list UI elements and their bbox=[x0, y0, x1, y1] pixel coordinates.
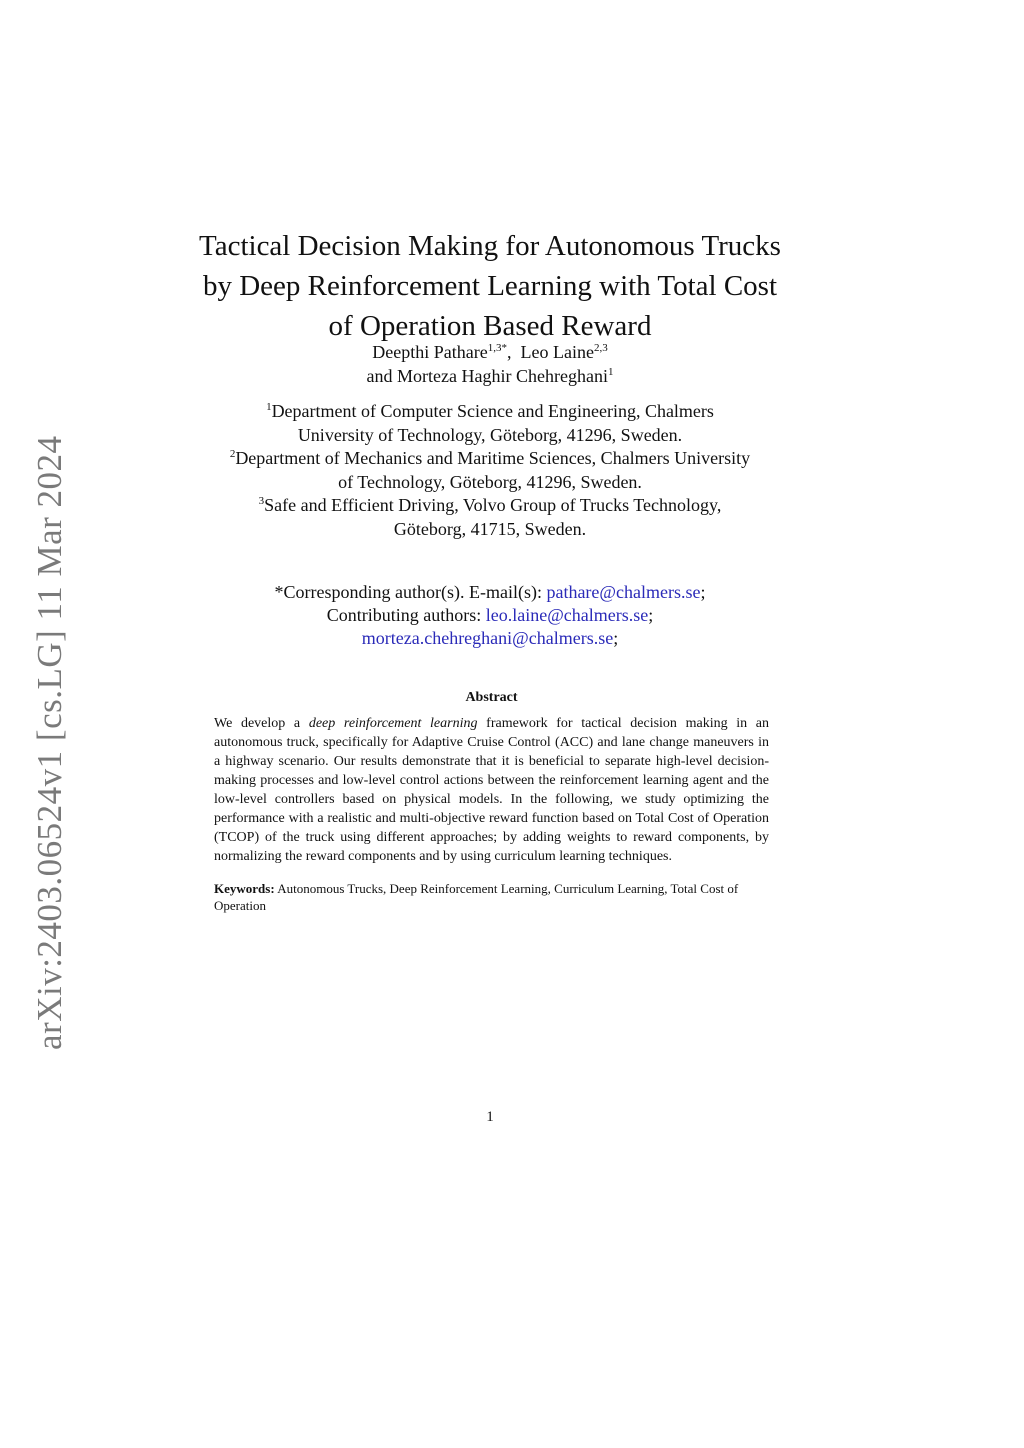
author-list: Deepthi Pathare$^{1,3*}$, Leo Laine$^{2,3}$ and Morteza Haghir Chehreghani$^1$ bbox=[366, 342, 614, 386]
contributing-email-link[interactable]: morteza.chehreghani@chalmers.se bbox=[361, 628, 614, 648]
title-line: by Deep Reinforcement Learning with Total Cost bbox=[202, 270, 778, 302]
correspondence: *Corresponding author(s). E-mail(s): pathare@chalmers.se; Contributing authors: leo.laine@chalmers.se; morteza.chehreghani@chalmers.se; bbox=[274, 582, 706, 648]
affiliations bbox=[180, 400, 800, 541]
author-affiliation-mark: 1,3* bbox=[487, 342, 507, 354]
affiliation-line: $^1$Department of Computer Science and Engineering, Chalmers bbox=[266, 401, 714, 421]
keywords-text: Autonomous Trucks, Deep Reinforcement Learning, Curriculum Learning, Total Cost of Operation bbox=[214, 881, 739, 913]
author-name: Deepthi Pathare bbox=[372, 342, 488, 362]
title-line: Tactical Decision Making for Autonomous Trucks bbox=[199, 230, 781, 262]
abstract-emphasis: deep reinforcement learning bbox=[308, 716, 478, 731]
abstract-section bbox=[214, 690, 769, 914]
abstract-body: We develop a deep reinforcement learning framework for tactical decision making in an autonomous truck, specifically for Adaptive Cruise Control (ACC) and lane change maneuvers in a highway scenario. Our results demonstrate that it is beneficial to separate high-level decision-making processes and low-level control actions between the reinforcement learning agent and the low-level controllers based on physical models. In the following, we study optimizing the performance with a realistic and multi-objective reward function based on Total Cost of Operation (TCOP) of the truck using different approaches; by adding weights to reward components, by normalizing the reward components and by using curriculum learning techniques. bbox=[214, 716, 769, 864]
affiliation-line: $^3$Safe and Efficient Driving, Volvo Group of Trucks Technology, bbox=[258, 495, 722, 515]
author-affiliation-mark: 2,3 bbox=[593, 342, 608, 354]
affiliation-line: $^2$Department of Mechanics and Maritime Sciences, Chalmers University bbox=[229, 448, 751, 468]
affiliation-line: of Technology, Göteborg, 41296, Sweden. bbox=[338, 471, 642, 492]
author-affiliation-mark: 1 bbox=[607, 366, 614, 378]
keywords-label: Keywords: bbox=[214, 881, 275, 896]
affiliation-line: University of Technology, Göteborg, 41296, Sweden. bbox=[297, 424, 683, 445]
contributing-label: Contributing authors: bbox=[326, 605, 482, 625]
paper-title bbox=[180, 226, 800, 346]
author-conjunction: and bbox=[366, 366, 393, 386]
affiliation-line: Göteborg, 41715, Sweden. bbox=[393, 518, 587, 539]
abstract-heading: Abstract bbox=[465, 690, 518, 705]
keywords bbox=[214, 880, 769, 914]
author-name: Leo Laine bbox=[520, 342, 594, 362]
affiliation-mark: 3 bbox=[258, 495, 265, 507]
affiliation-mark: 2 bbox=[229, 448, 236, 460]
corresponding-email-link[interactable]: pathare@chalmers.se bbox=[546, 582, 701, 602]
affiliation-mark: 1 bbox=[266, 401, 272, 413]
title-line: of Operation Based Reward bbox=[328, 310, 652, 342]
corresponding-label: *Corresponding author(s). E-mail(s): bbox=[274, 582, 542, 602]
arxiv-identifier: arXiv:2403.06524v1 [cs.LG] 11 Mar 2024 bbox=[30, 435, 69, 1050]
contributing-email-link[interactable]: leo.laine@chalmers.se bbox=[485, 605, 649, 625]
page-number: 1 bbox=[486, 1109, 494, 1125]
author-name: Morteza Haghir Chehreghani bbox=[397, 366, 608, 386]
